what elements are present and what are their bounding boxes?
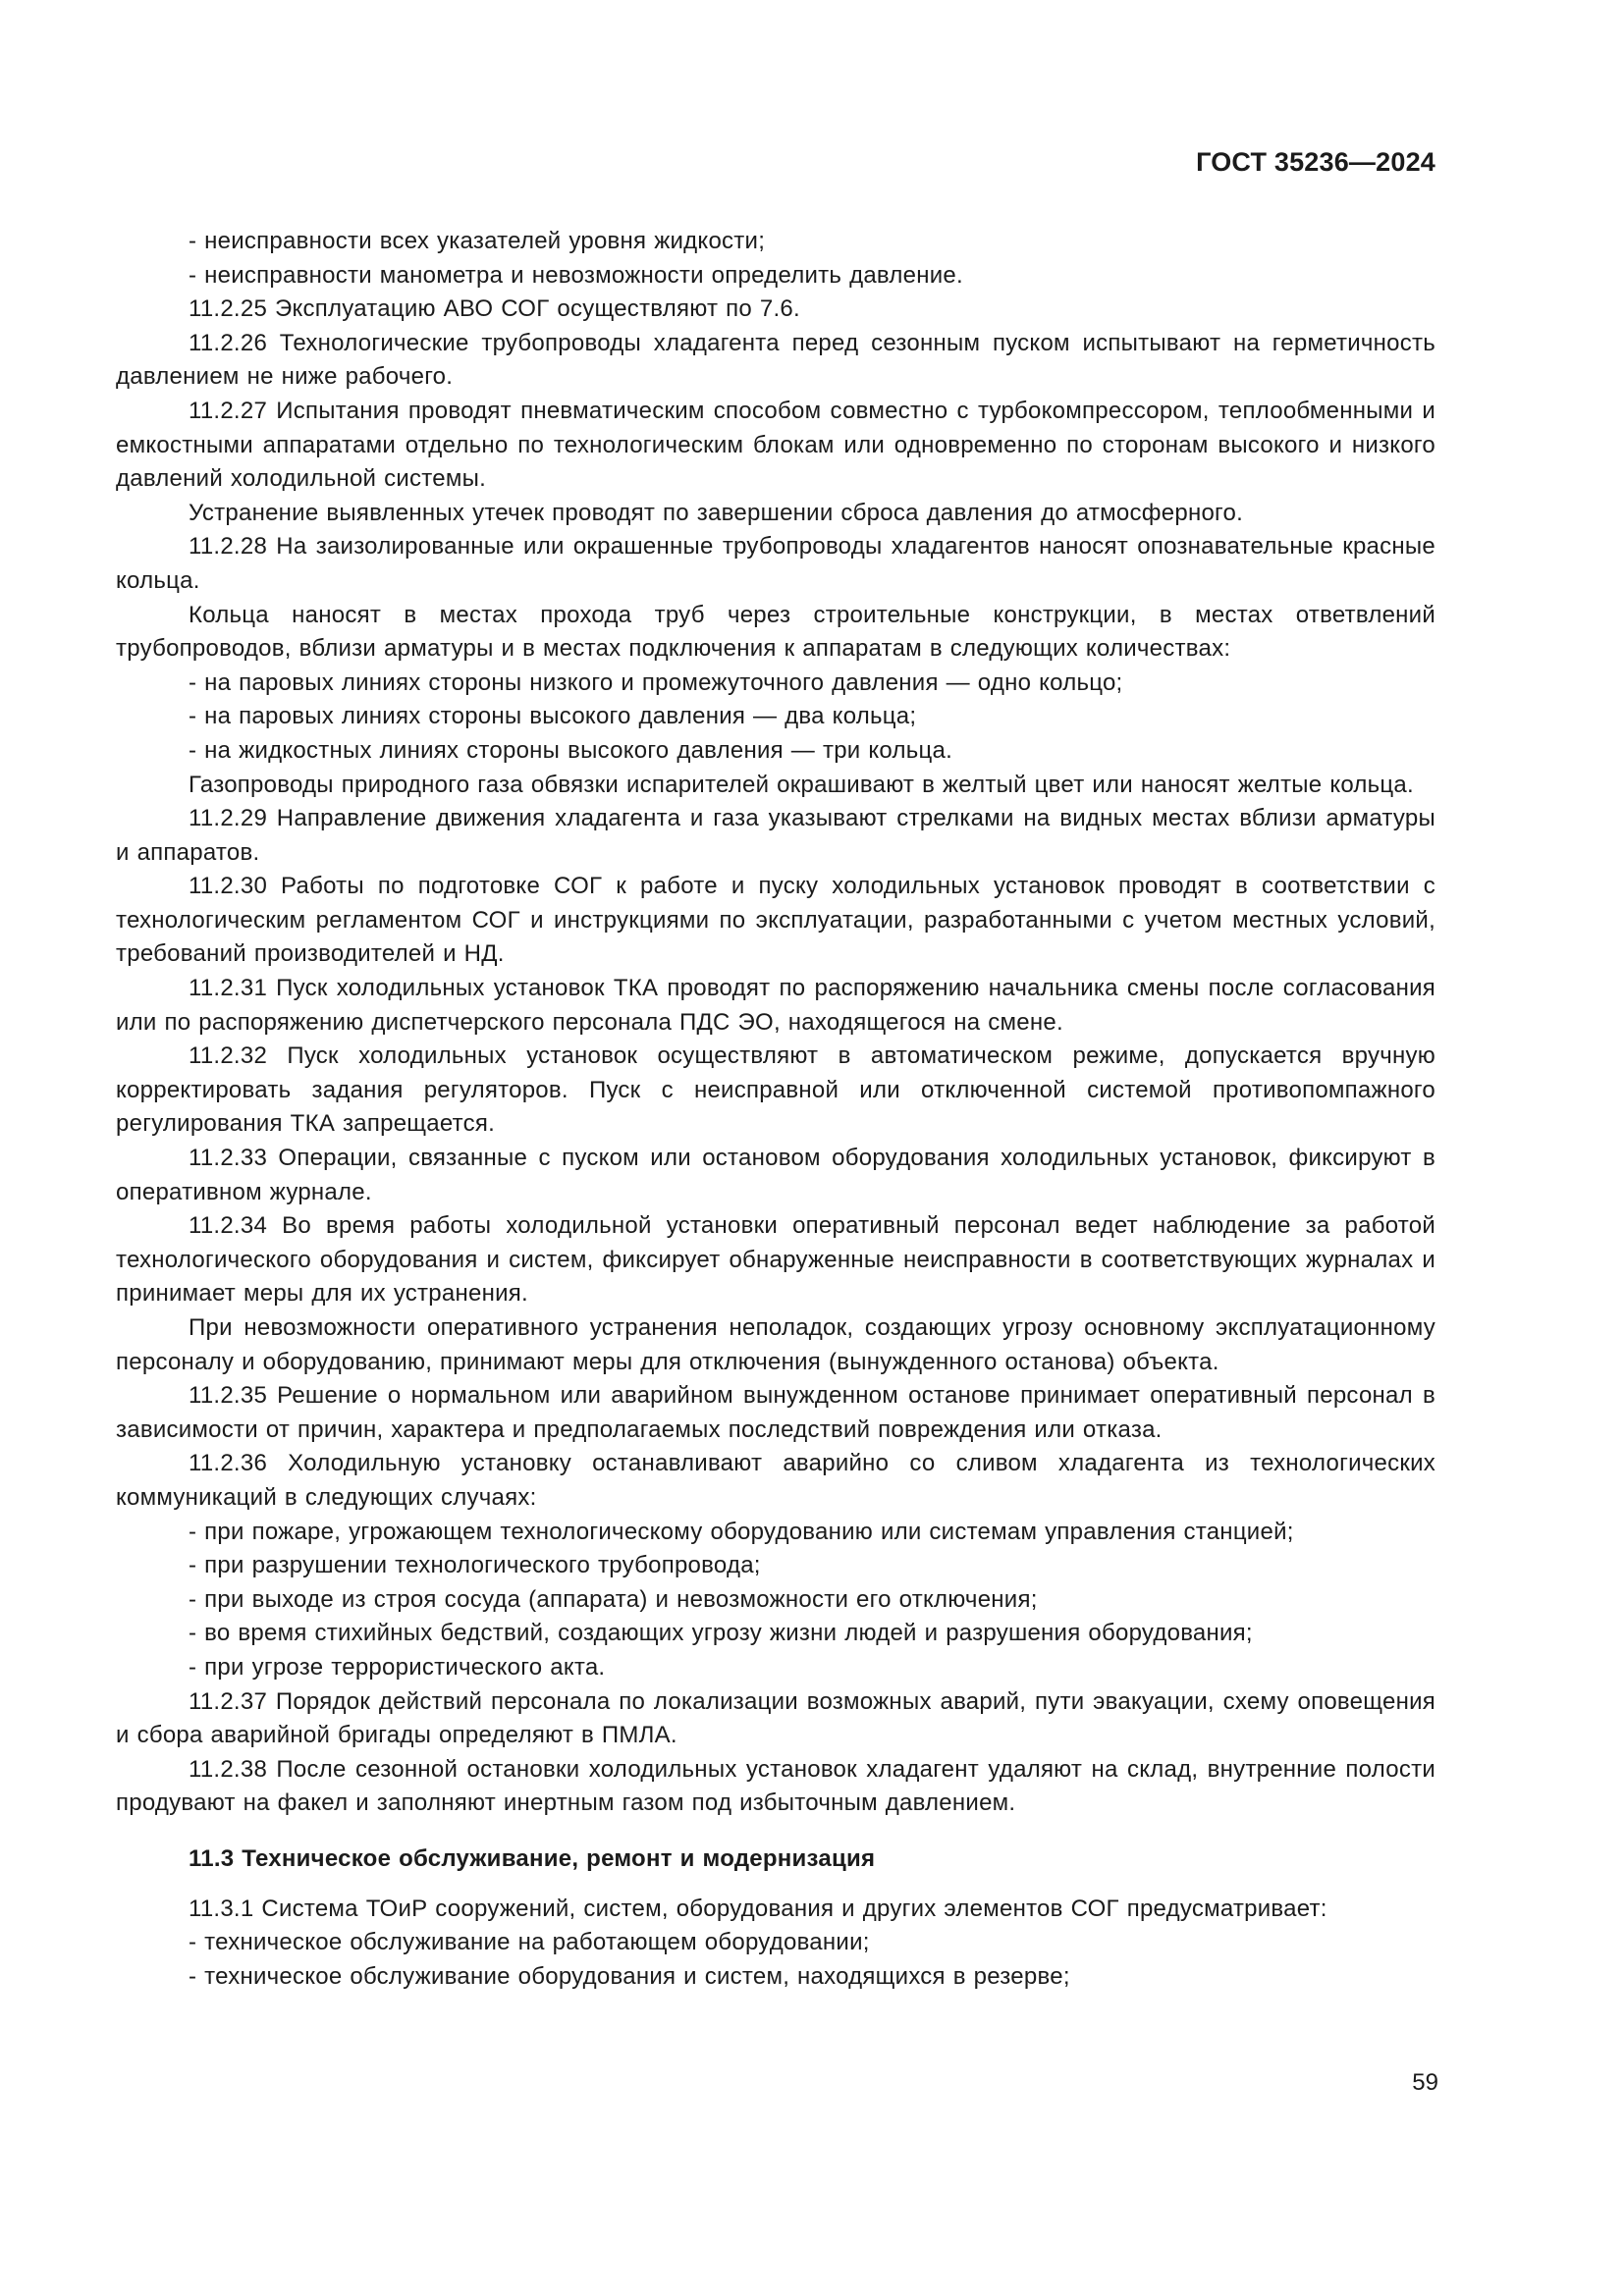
paragraph: 11.2.32 Пуск холодильных установок осуществляют в автоматическом режиме, допускается вручную корректировать задания регуляторов. Пуск с неисправной или отключенной системой противопомпажного регулирования ТКА запрещается.: [116, 1042, 1435, 1138]
list-item: - на паровых линиях стороны низкого и промежуточного давления — одно кольцо;: [189, 668, 1123, 696]
paragraph: Кольца наносят в местах прохода труб через строительные конструкции, в местах ответвлений трубопроводов, вблизи арматуры и в местах подключения к аппаратам в следующих количествах:: [116, 601, 1435, 663]
paragraph: При невозможности оперативного устранения неполадок, создающих угрозу основному эксплуатационному персоналу и оборудованию, принимают меры для отключения (вынужденного останова) объекта.: [116, 1314, 1435, 1375]
list-item: - техническое обслуживание оборудования и систем, находящихся в резерве;: [189, 1962, 1070, 1990]
section-heading: 11.3 Техническое обслуживание, ремонт и модернизация: [189, 1844, 876, 1872]
document-body: [116, 225, 1435, 1994]
list-item: - при разрушении технологического трубопровода;: [189, 1552, 761, 1579]
list-item: - на паровых линиях стороны высокого давления — два кольца;: [189, 703, 917, 730]
list-item: - при угрозе террористического акта.: [189, 1653, 606, 1681]
list-item: - при выходе из строя сосуда (аппарата) и невозможности его отключения;: [189, 1585, 1038, 1613]
paragraph: 11.2.36 Холодильную установку останавливают аварийно со сливом хладагента из технологических коммуникаций в следующих случаях:: [116, 1450, 1435, 1511]
list-item: - на жидкостных линиях стороны высокого давления — три кольца.: [189, 736, 952, 764]
paragraph: 11.2.34 Во время работы холодильной установки оперативный персонал ведет наблюдение за работой технологического оборудования и систем, фиксирует обнаруженные неисправности в соответствующих журналах и принимает меры для их устранения.: [116, 1212, 1435, 1308]
list-item: - техническое обслуживание на работающем оборудовании;: [189, 1929, 870, 1956]
paragraph: 11.2.28 На заизолированные или окрашенные трубопроводы хладагентов наносят опознавательные красные кольца.: [116, 533, 1435, 594]
paragraph: 11.2.26 Технологические трубопроводы хладагента перед сезонным пуском испытывают на герметичность давлением не ниже рабочего.: [116, 329, 1435, 391]
paragraph: 11.2.29 Направление движения хладагента и газа указывают стрелками на видных местах вблизи арматуры и аппаратов.: [116, 805, 1435, 866]
paragraph: Газопроводы природного газа обвязки испарителей окрашивают в желтый цвет или наносят желтые кольца.: [189, 771, 1414, 798]
paragraph: 11.2.31 Пуск холодильных установок ТКА проводят по распоряжению начальника смены после согласования или по распоряжению диспетчерского персонала ПДС ЭО, находящегося на смене.: [116, 975, 1435, 1036]
list-item: - во время стихийных бедствий, создающих угрозу жизни людей и разрушения оборудования;: [189, 1620, 1253, 1647]
paragraph: 11.3.1 Система ТОиР сооружений, систем, оборудования и других элементов СОГ предусматривает:: [189, 1895, 1327, 1922]
paragraph: 11.2.33 Операции, связанные с пуском или остановом оборудования холодильных установок, фиксируют в оперативном журнале.: [116, 1145, 1435, 1205]
document-number-header: ГОСТ 35236—2024: [1196, 147, 1435, 177]
page-number: 59: [1412, 2069, 1438, 2096]
paragraph: Устранение выявленных утечек проводят по завершении сброса давления до атмосферного.: [189, 499, 1244, 526]
paragraph: 11.2.38 После сезонной остановки холодильных установок хладагент удаляют на склад, внутренние полости продувают на факел и заполняют инертным газом под избыточным давлением.: [116, 1755, 1435, 1817]
paragraph: 11.2.35 Решение о нормальном или аварийном вынужденном останове принимает оперативный персонал в зависимости от причин, характера и предполагаемых последствий повреждения или отказа.: [116, 1382, 1435, 1443]
list-item: - неисправности манометра и невозможности определить давление.: [189, 261, 963, 289]
list-item: - неисправности всех указателей уровня жидкости;: [189, 228, 766, 254]
paragraph: 11.2.25 Эксплуатацию АВО СОГ осуществляют по 7.6.: [189, 295, 800, 323]
paragraph: 11.2.37 Порядок действий персонала по локализации возможных аварий, пути эвакуации, схему оповещения и сбора аварийной бригады определяют в ПМЛА.: [116, 1687, 1435, 1749]
paragraph: 11.2.30 Работы по подготовке СОГ к работе и пуску холодильных установок проводят в соответствии с технологическим регламентом СОГ и инструкциями по эксплуатации, разработанными с учетом местных условий, требований производителей и НД.: [116, 873, 1435, 968]
paragraph: 11.2.27 Испытания проводят пневматическим способом совместно с турбокомпрессором, теплообменными и емкостными аппаратами отдельно по технологическим блокам или одновременно по сторонам высокого и низкого давлений холодильной системы.: [116, 397, 1435, 493]
list-item: - при пожаре, угрожающем технологическому оборудованию или системам управления станцией;: [189, 1518, 1294, 1545]
